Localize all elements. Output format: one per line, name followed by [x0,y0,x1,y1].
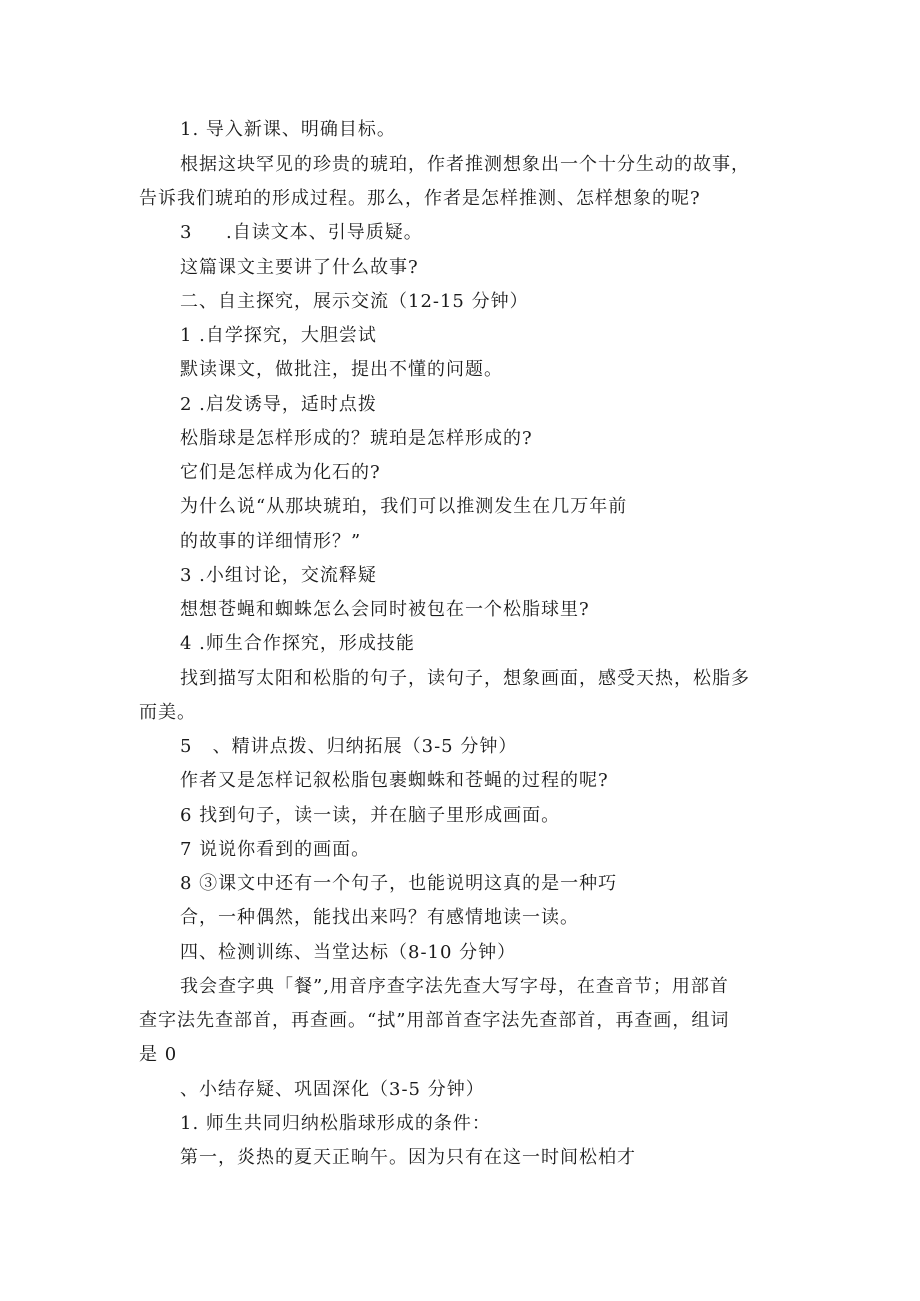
section-heading-explore: 二、自主探究，展示交流（12-15 分钟） [180,291,529,312]
paragraph-line: 松脂球是怎样形成的？琥珀是怎样形成的? [180,428,533,449]
section-heading-summary: 、小结存疑、巩固深化（3-5 分钟） [180,1079,485,1100]
paragraph-line: 根据这块罕见的珍贵的琥珀，作者推测想象出一个十分生动的故事， [180,154,750,175]
list-item-6: 6 找到句子，读一读，并在脑子里形成画面。 [180,805,561,826]
paragraph-line: 为什么说“从那块琥珀，我们可以推测发生在几万年前 [180,496,628,517]
paragraph-line: 告诉我们琥珀的形成过程。那么，作者是怎样推测、怎样想象的呢? [139,188,701,209]
paragraph-line: 默读课文，做批注，提出不懂的问题。 [180,359,503,380]
subheading-guidance: 2 .启发诱导，适时点拨 [180,394,377,415]
paragraph-line: 这篇课文主要讲了什么故事? [180,257,419,278]
paragraph-line: 查字法先查部首，再查画。“拭”用部首查字法先查部首，再查画，组词 [139,1010,730,1031]
paragraph-line: 合，一种偶然，能找出来吗？有感情地读一读。 [180,907,579,928]
paragraph-line: 的故事的详细情形？” [180,531,362,552]
subheading-conditions: 1. 师生共同归纳松脂球形成的条件： [180,1113,491,1134]
paragraph-line: 第一，炎热的夏天正晌午。因为只有在这一时间松柏才 [180,1147,636,1168]
paragraph-line: 找到描写太阳和松脂的句子，读句子，想象画面，感受天热，松脂多 [180,668,750,689]
paragraph-line: 而美。 [139,702,196,723]
subheading-cooperation: 4 .师生合作探究，形成技能 [180,633,415,654]
paragraph-line: 是 0 [139,1044,178,1065]
subheading-self-study: 1 .自学探究，大胆尝试 [180,325,377,346]
paragraph-line: 想想苍蝇和蜘蛛怎么会同时被包在一个松脂球里? [180,599,590,620]
heading-import-lesson: 1. 导入新课、明确目标。 [180,119,396,140]
paragraph-line: 它们是怎样成为化石的? [180,462,381,483]
subheading-group-discussion: 3 .小组讨论，交流释疑 [180,565,377,586]
section-heading-explain: 5 、精讲点拨、归纳拓展（3-5 分钟） [180,736,518,757]
heading-self-read: 3 .自读文本、引导质疑。 [180,222,423,243]
paragraph-line: 我会查字典「餐”,用音序查字法先查大写字母，在查音节；用部首 [180,976,729,997]
list-item-8: 8 ③课文中还有一个句子，也能说明这真的是一种巧 [180,873,618,894]
paragraph-line: 作者又是怎样记叙松脂包裹蜘蛛和苍蝇的过程的呢? [180,770,609,791]
list-item-7: 7 说说你看到的画面。 [180,839,371,860]
section-heading-test: 四、检测训练、当堂达标（8-10 分钟） [180,942,517,963]
